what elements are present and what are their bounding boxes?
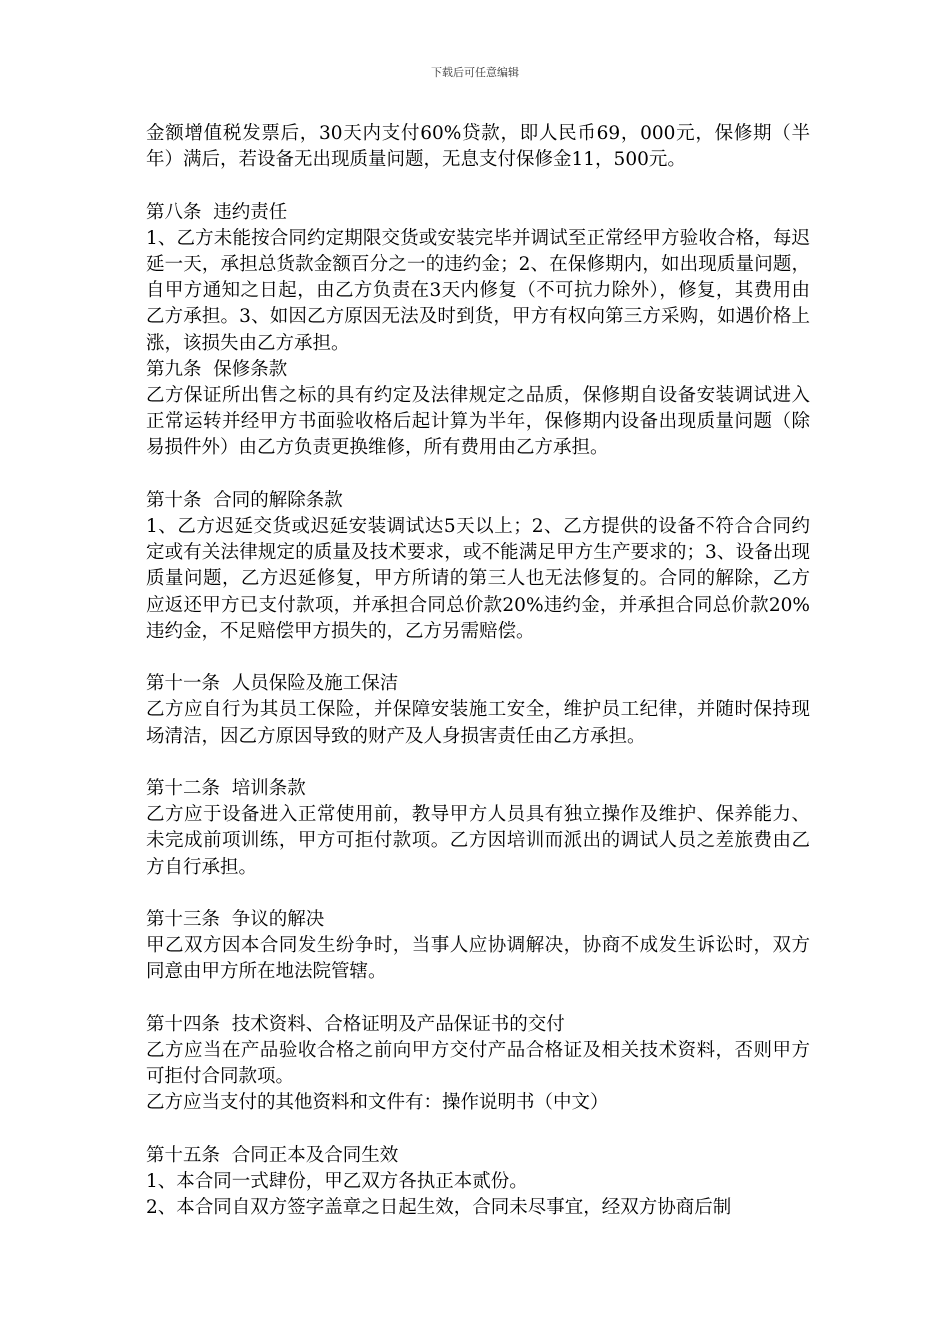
section-8-heading: 第八条 违约责任 [146, 201, 288, 223]
paragraph-gap [146, 645, 810, 671]
section-9-heading: 第九条 保修条款 [146, 358, 288, 380]
paragraph-gap [146, 986, 810, 1012]
paragraph-gap [146, 173, 810, 199]
section-8-paragraph: 1、乙方未能按合同约定期限交货或安装完毕并调试至正常经甲方验收合格，每迟延一天，承担总货款金额百分之一的违约金；2、在保修期内，如出现质量问题，自甲方通知之日起，由乙方负责在3天内修复（不可抗力除外），修复，其费用由乙方承担。3、如因乙方原因无法及时到货，甲方有权向第三方采购，如遇价格上涨，该损失由乙方承担。 [146, 227, 810, 354]
section-12-paragraph: 乙方应于设备进入正常使用前，教导甲方人员具有独立操作及维护、保养能力、未完成前项训练，甲方可拒付款项。乙方因培训而派出的调试人员之差旅费由乙方自行承担。 [146, 804, 810, 878]
section-13-heading: 第十三条 争议的解决 [146, 909, 325, 931]
section-14-heading: 第十四条 技术资料、合格证明及产品保证书的交付 [146, 1013, 565, 1035]
section-10-heading: 第十条 合同的解除条款 [146, 489, 343, 511]
paragraph-gap [146, 462, 810, 488]
section-14-paragraph: 乙方应当支付的其他资料和文件有：操作说明书（中文） [146, 1092, 609, 1114]
document-body [146, 121, 810, 1221]
section-11-paragraph: 乙方应自行为其员工保险，并保障安装施工安全，维护员工纪律，并随时保持现场清洁，因乙方原因导致的财产及人身损害责任由乙方承担。 [146, 699, 810, 747]
section-15-paragraph: 2、本合同自双方签字盖章之日起生效，合同未尽事宜，经双方协商后制 [146, 1197, 732, 1219]
section-15-heading: 第十五条 合同正本及合同生效 [146, 1144, 399, 1166]
paragraph-gap [146, 1117, 810, 1143]
section-13-paragraph: 甲乙双方因本合同发生纷争时，当事人应协调解决，协商不成发生诉讼时，双方同意由甲方所在地法院管辖。 [146, 935, 810, 983]
paragraph-gap [146, 750, 810, 776]
section-9-paragraph: 乙方保证所出售之标的具有约定及法律规定之品质，保修期自设备安装调试进入正常运转并经甲方书面验收格后起计算为半年，保修期内设备出现质量问题（除易损件外）由乙方负责更换维修，所有费用由乙方承担。 [146, 385, 810, 459]
section-12-heading: 第十二条 培训条款 [146, 778, 306, 800]
continuation-paragraph: 金额增值税发票后，30天内支付60%贷款，即人民币69，000元，保修期（半年）满后，若设备无出现质量问题，无息支付保修金11，500元。 [146, 123, 810, 171]
page-header: 下载后可任意编辑 [431, 66, 519, 79]
section-10-paragraph: 1、乙方迟延交货或迟延安装调试达5天以上；2、乙方提供的设备不符合合同约定或有关法律规定的质量及技术要求，或不能满足甲方生产要求的；3、设备出现质量问题，乙方迟延修复，甲方所请的第三人也无法修复的。合同的解除，乙方应返还甲方已支付款项，并承担合同总价款20%违约金，并承担合同总价款20%违约金，不足赔偿甲方损失的，乙方另需赔偿。 [146, 516, 810, 642]
paragraph-gap [146, 881, 810, 907]
section-14-paragraph: 乙方应当在产品验收合格之前向甲方交付产品合格证及相关技术资料，否则甲方可拒付合同款项。 [146, 1040, 810, 1088]
section-15-paragraph: 1、本合同一式肆份，甲乙双方各执正本贰份。 [146, 1171, 528, 1193]
section-11-heading: 第十一条 人员保险及施工保洁 [146, 673, 399, 695]
